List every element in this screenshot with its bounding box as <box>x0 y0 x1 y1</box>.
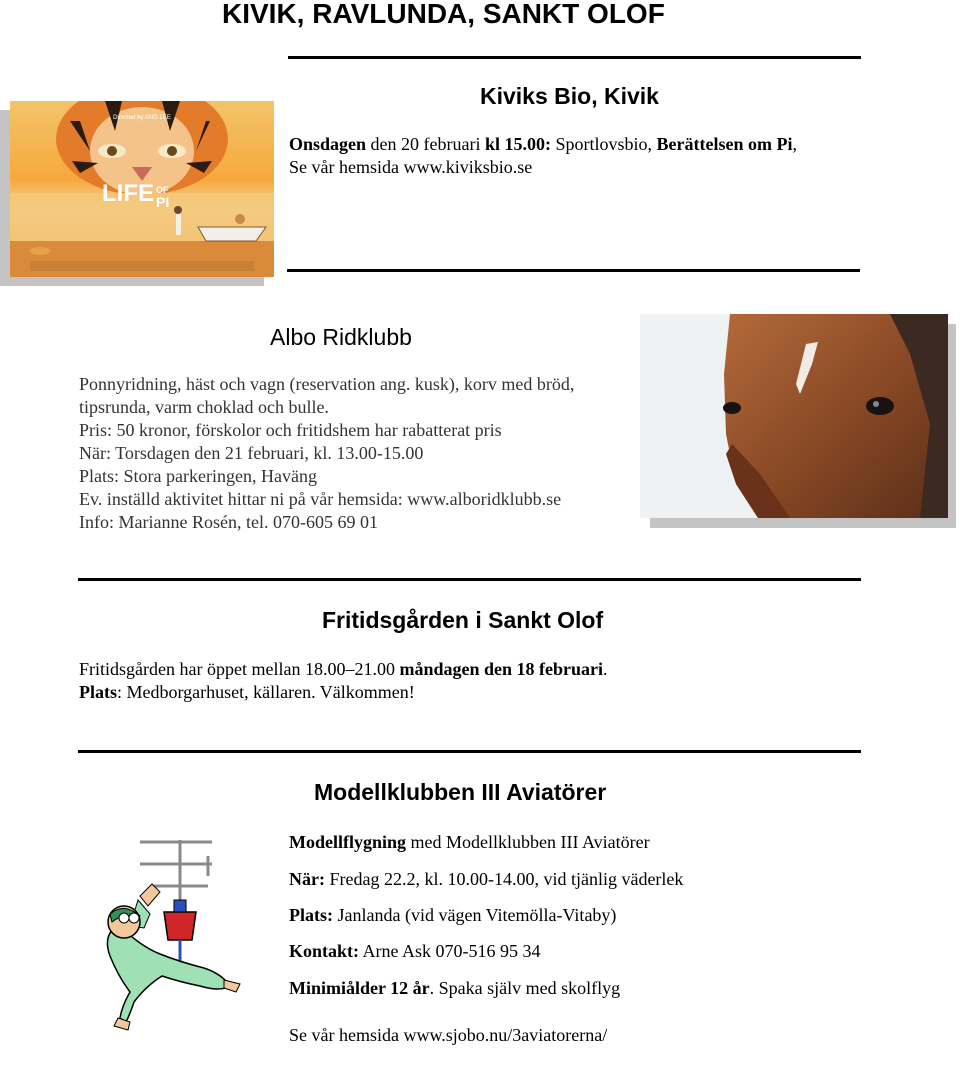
horse-art <box>640 314 948 518</box>
albo-pris: Pris: 50 kronor, förskolor och fritidshem har rabatterat pris <box>79 420 502 440</box>
section-heading: Kiviks Bio, Kivik <box>480 83 659 109</box>
svg-text:LIFE: LIFE <box>102 180 154 207</box>
modell-website: Se vår hemsida www.sjobo.nu/3aviatorerna/ <box>289 1025 608 1045</box>
divider <box>78 750 861 753</box>
page-title: KIVIK, RAVLUNDA, SANKT OLOF <box>222 0 665 29</box>
modell-minimialder: Minimiålder 12 år. Spaka själv med skolflyg <box>289 978 621 998</box>
albo-info: Info: Marianne Rosén, tel. 070-605 69 01 <box>79 512 378 532</box>
svg-text:Directed by ANG LEE: Directed by ANG LEE <box>113 115 171 121</box>
divider <box>287 269 860 272</box>
section-heading: Albo Ridklubb <box>270 324 412 350</box>
poster-art <box>10 101 274 277</box>
aviator-cartoon <box>100 836 260 1032</box>
albo-ev: Ev. inställd aktivitet hittar ni på vår hemsida: www.alboridklubb.se <box>79 489 562 509</box>
modell-kontakt: Kontakt: Arne Ask 070-516 95 34 <box>289 941 541 961</box>
albo-line-2: tipsrunda, varm choklad och bulle. <box>79 397 329 417</box>
aviator-art <box>100 836 260 1032</box>
albo-nar: När: Torsdagen den 21 februari, kl. 13.00-15.00 <box>79 443 424 463</box>
svg-text:OF: OF <box>156 185 169 195</box>
albo-plats: Plats: Stora parkeringen, Haväng <box>79 466 317 486</box>
albo-line-1: Ponnyridning, häst och vagn (reservation ang. kusk), korv med bröd, <box>79 374 575 394</box>
modell-nar: När: Fredag 22.2, kl. 10.00-14.00, vid tjänlig väderlek <box>289 869 684 889</box>
divider <box>288 56 861 59</box>
horse-photo <box>640 314 948 518</box>
modell-line-1: Modellflygning med Modellklubben III Aviatörer <box>289 832 650 852</box>
kiviks-bio-line-2: Se vår hemsida www.kiviksbio.se <box>289 157 533 177</box>
section-heading: Modellklubben III Aviatörer <box>314 779 607 805</box>
kiviks-bio-line-1: Onsdagen den 20 februari kl 15.00: Sportlovsbio, Berättelsen om Pi, <box>289 134 797 154</box>
divider <box>78 578 861 581</box>
fritids-plats: Plats: Medborgarhuset, källaren. Välkommen! <box>79 682 415 702</box>
section-heading: Fritidsgården i Sankt Olof <box>322 607 604 633</box>
modell-plats: Plats: Janlanda (vid vägen Vitemölla-Vitaby) <box>289 905 617 925</box>
fritids-line-1: Fritidsgården har öppet mellan 18.00–21.00 måndagen den 18 februari. <box>79 659 608 679</box>
svg-text:PI: PI <box>156 194 170 210</box>
life-of-pi-poster <box>10 101 274 277</box>
